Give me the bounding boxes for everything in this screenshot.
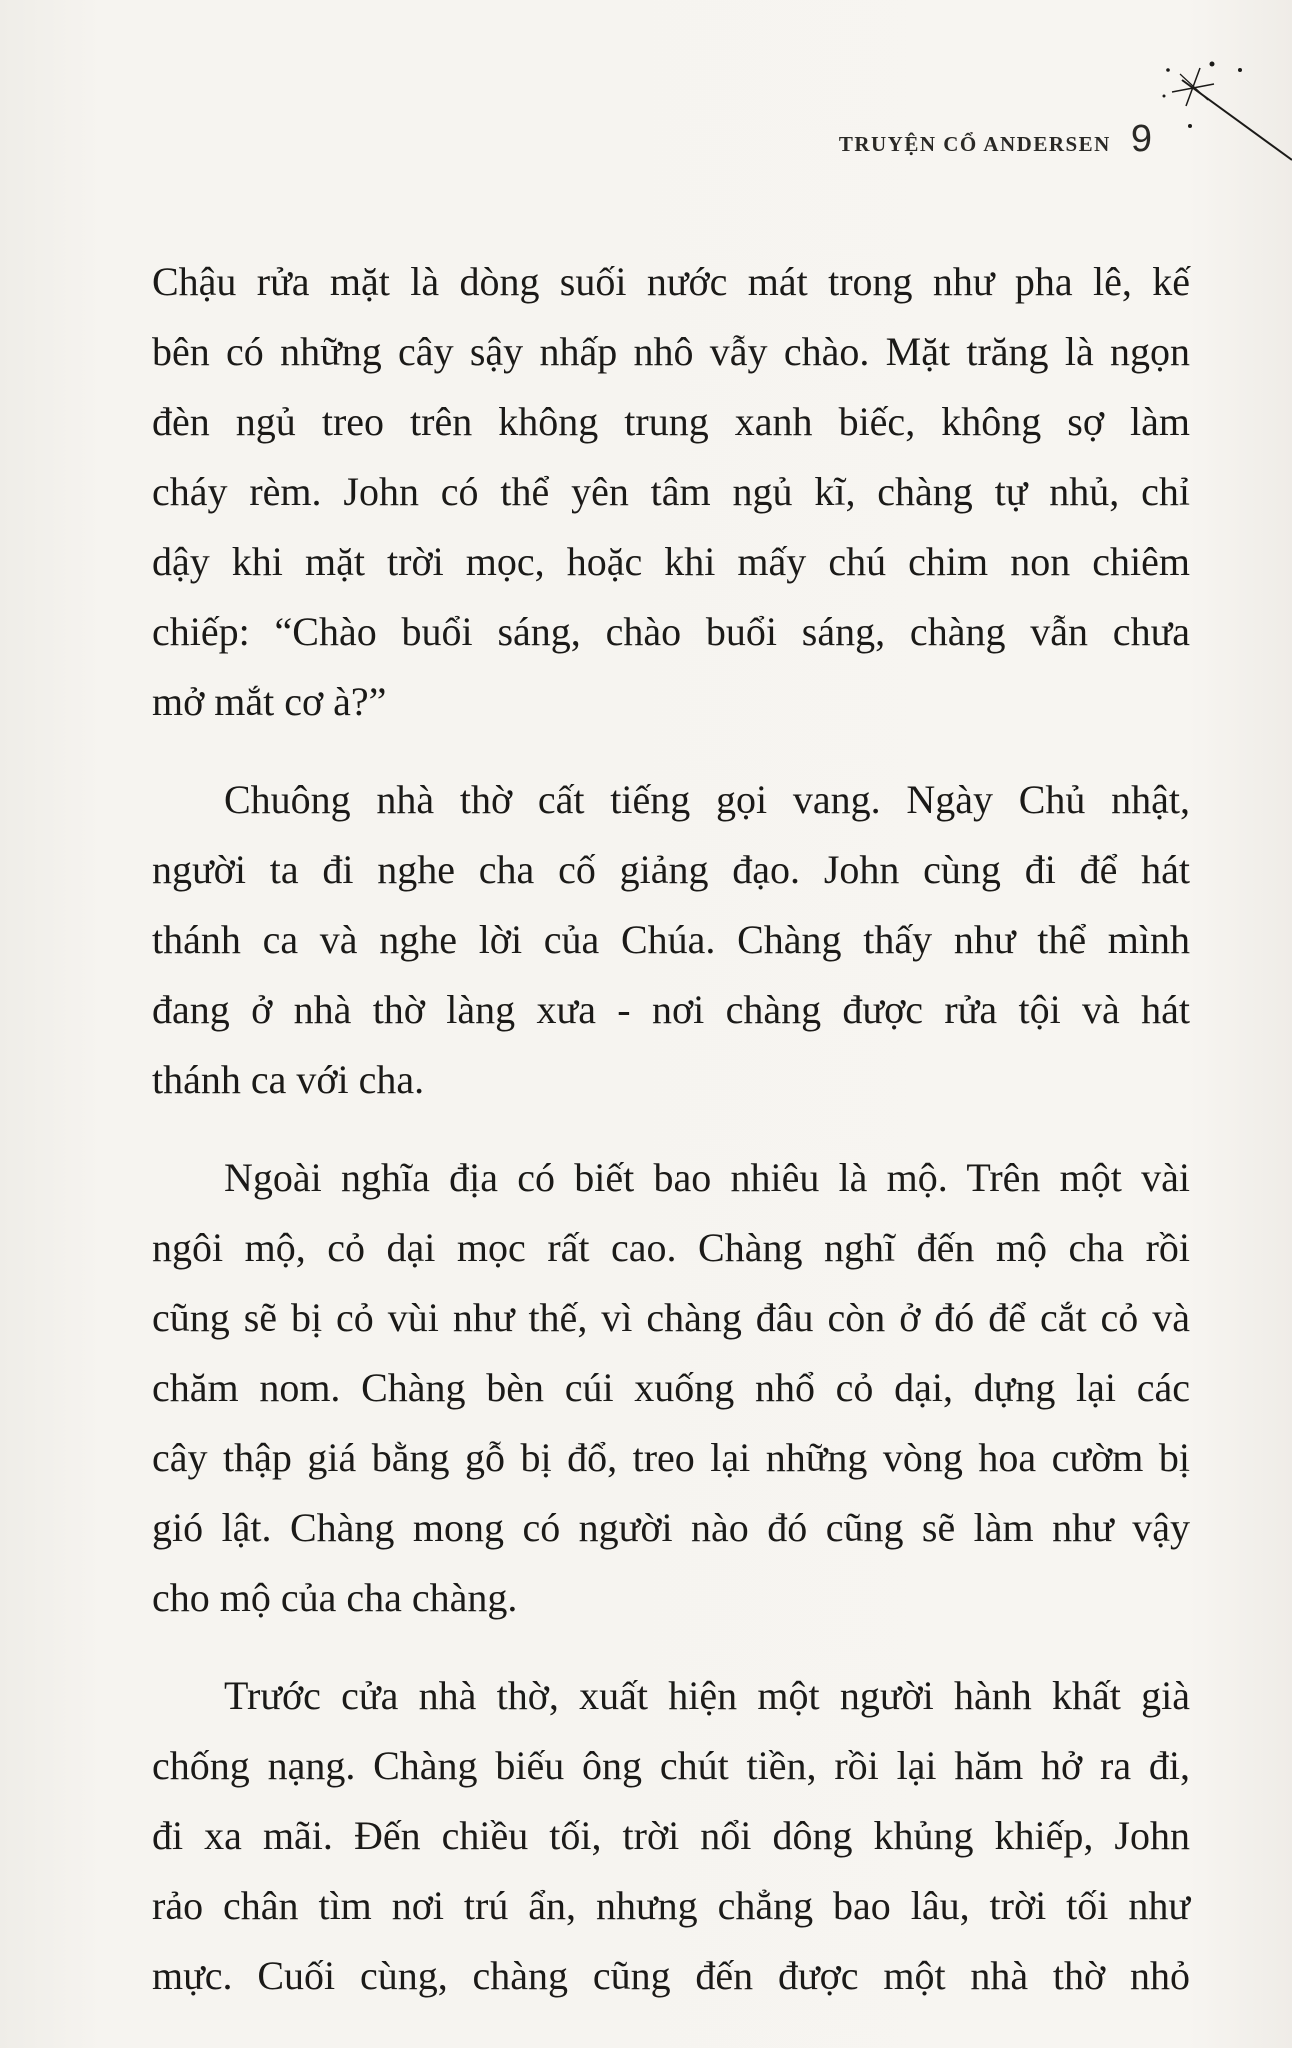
text-line: gió lật. Chàng mong có người nào đó cũng sẽ làm như vậy [152,1505,1190,1550]
text-line: cây thập giá bằng gỗ bị đổ, treo lại những vòng hoa cườm bị [152,1435,1190,1480]
text-line: Chậu rửa mặt là dòng suối nước mát trong như pha lê, kế [152,259,1190,304]
running-header [839,118,1152,161]
text-line: rảo chân tìm nơi trú ẩn, nhưng chẳng bao lâu, trời tối như [152,1883,1190,1928]
text-line: cũng sẽ bị cỏ vùi như thế, vì chàng đâu còn ở đó để cắt cỏ và [152,1295,1190,1340]
text-line: mở mắt cơ à?” [152,679,387,724]
text-line: thánh ca với cha. [152,1057,425,1102]
text-line: cháy rèm. John có thể yên tâm ngủ kĩ, chàng tự nhủ, chỉ [152,469,1190,514]
text-line: chống nạng. Chàng biếu ông chút tiền, rồi lại hăm hở ra đi, [152,1743,1190,1788]
text-line: đèn ngủ treo trên không trung xanh biếc, không sợ làm [152,399,1190,444]
paragraph-4 [152,1661,1190,2011]
text-line: Trước cửa nhà thờ, xuất hiện một người hành khất già [224,1673,1190,1718]
text-line: cho mộ của cha chàng. [152,1575,518,1620]
text-line: thánh ca và nghe lời của Chúa. Chàng thấy như thể mình [152,917,1190,962]
paragraph-2 [152,765,1190,1115]
text-line: Chuông nhà thờ cất tiếng gọi vang. Ngày Chủ nhật, [224,777,1190,822]
text-line: chăm nom. Chàng bèn cúi xuống nhổ cỏ dại, dựng lại các [152,1365,1190,1410]
paragraph-3 [152,1143,1190,1633]
paragraph-1 [152,247,1190,737]
body-text [152,247,1190,2039]
text-line: chiếp: “Chào buổi sáng, chào buổi sáng, chàng vẫn chưa [152,609,1190,654]
sparkle-star-icon [1162,60,1292,210]
text-line: dậy khi mặt trời mọc, hoặc khi mấy chú chim non chiêm [152,539,1190,584]
running-title: TRUYỆN CỔ ANDERSEN [838,132,1111,156]
text-line: đang ở nhà thờ làng xưa - nơi chàng được rửa tội và hát [152,987,1190,1032]
page-number: 9 [1130,118,1152,160]
text-line: mực. Cuối cùng, chàng cũng đến được một nhà thờ nhỏ [152,1953,1190,1998]
text-line: bên có những cây sậy nhấp nhô vẫy chào. Mặt trăng là ngọn [152,329,1190,374]
text-line: Ngoài nghĩa địa có biết bao nhiêu là mộ. Trên một vài [224,1155,1190,1200]
text-line: người ta đi nghe cha cố giảng đạo. John cùng đi để hát [152,847,1190,892]
text-line: ngôi mộ, cỏ dại mọc rất cao. Chàng nghĩ đến mộ cha rồi [152,1225,1190,1270]
text-line: đi xa mãi. Đến chiều tối, trời nổi dông khủng khiếp, John [152,1813,1190,1858]
